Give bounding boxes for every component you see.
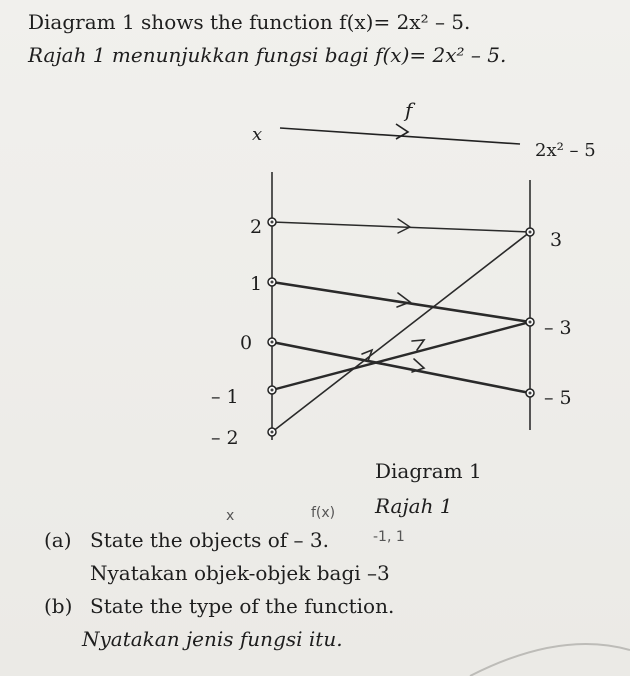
mapping-line-0-to-neg5: [272, 342, 530, 393]
question-b-malay: Nyatakan jenis fungsi itu.: [82, 627, 343, 651]
domain-value: 2: [250, 216, 263, 238]
intro-malay: Rajah 1 menunjukkan fungsi bagi f(x)= 2x² – 5.: [28, 43, 507, 67]
question-b-label: (b): [44, 594, 73, 618]
diagram-caption-english: Diagram 1: [375, 459, 482, 483]
question-b-english: State the type of the function.: [90, 594, 395, 618]
handwritten-answer-note: -1, 1: [373, 529, 405, 545]
question-a-malay: Nyatakan objek-objek bagi –3: [90, 561, 390, 585]
mapping-arrowhead: [412, 340, 424, 350]
codomain-value: – 5: [544, 387, 572, 409]
codomain-value: – 3: [544, 317, 572, 339]
question-a-label: (a): [44, 528, 72, 552]
diagram-caption-malay: Rajah 1: [375, 494, 453, 518]
domain-value: – 2: [211, 427, 239, 449]
question-a-english: State the objects of – 3.: [90, 528, 329, 552]
domain-value: 1: [250, 273, 263, 295]
domain-value: 0: [240, 332, 253, 354]
decorative-curve: [470, 644, 630, 676]
codomain-value: 3: [550, 229, 563, 251]
mapping-arrowhead: [398, 219, 410, 233]
function-label: f: [405, 98, 413, 122]
mapping-line-2-to-3: [272, 222, 530, 232]
mapping-arrowhead: [397, 293, 410, 307]
mapping-line-1-to-neg3: [272, 282, 530, 322]
intro-english: Diagram 1 shows the function f(x)= 2x² – 5.: [28, 10, 471, 34]
domain-value: – 1: [211, 386, 239, 408]
domain-label: x: [252, 124, 263, 145]
handwritten-fx-note: f(x): [311, 505, 336, 521]
codomain-label: 2x² – 5: [535, 140, 596, 161]
handwritten-x-note: x: [226, 508, 235, 524]
